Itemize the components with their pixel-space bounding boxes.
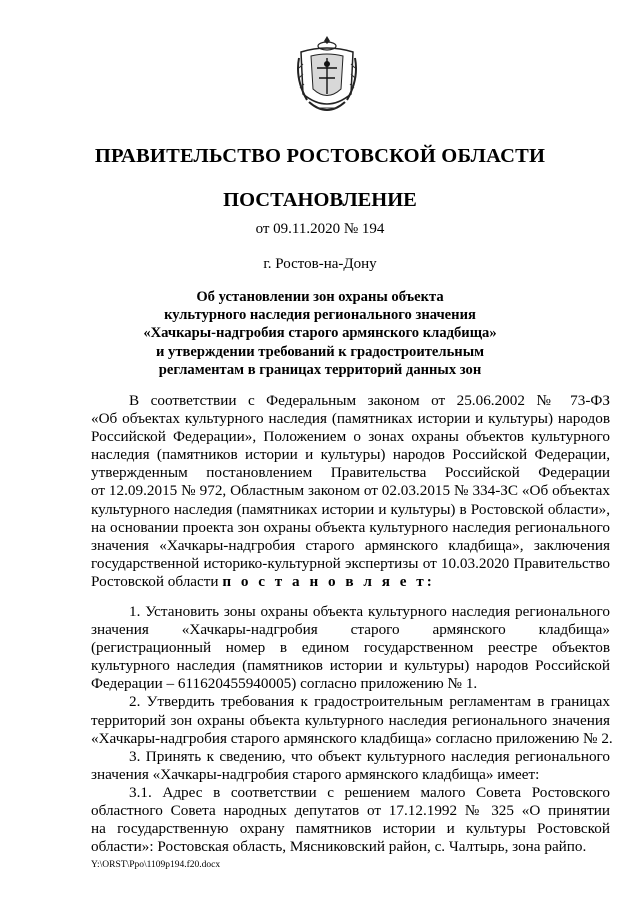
text-line: наследия (памятников истории и культуры) народов Российской Федерации, bbox=[91, 446, 610, 464]
coat-of-arms-emblem bbox=[297, 34, 357, 118]
item-3-1-line: 3.1. Адрес в соответствии с решением малого Совета Ростовского bbox=[129, 783, 610, 801]
item-3-1-line: на государственную охрану памятников истории и культуры Ростовской bbox=[91, 820, 610, 838]
text-line: «Об объектах культурного наследия (памятниках истории и культуры) народов bbox=[91, 410, 610, 428]
text-line: на основании проекта зон охраны объекта культурного наследия регионального bbox=[91, 518, 610, 536]
subject-line: «Хачкары-надгробия старого армянского кладбища» bbox=[143, 325, 497, 342]
item-2-line: территорий зон охраны объекта культурного наследия регионального значения bbox=[91, 711, 610, 729]
item-2-line: «Хачкары-надгробия старого армянского кладбища» согласно приложению № 2. bbox=[91, 729, 613, 747]
resolution-items bbox=[91, 603, 613, 856]
item-2-line: 2. Утвердить требования к градостроительным регламентам в границах bbox=[129, 693, 610, 711]
item-1-line: (регистрационный номер в едином государственном реестре объектов bbox=[91, 639, 610, 657]
text-line: от 12.09.2015 № 972, Областным законом от 02.03.2015 № 334-ЗС «Об объектах bbox=[91, 482, 610, 500]
item-1-line: 1. Установить зоны охраны объекта культурного наследия регионального bbox=[129, 603, 610, 620]
item-3-1-line: области»: Ростовская область, Мясниковский район, с. Чалтырь, зона райпо. bbox=[91, 838, 587, 856]
text-line: утвержденным постановлением Правительства Российской Федерации bbox=[91, 464, 610, 482]
text-line: В соответствии с Федеральным законом от 25.06.2002 № 73-ФЗ bbox=[129, 392, 610, 409]
government-title: ПРАВИТЕЛЬСТВО РОСТОВСКОЙ ОБЛАСТИ bbox=[94, 145, 546, 167]
resolves-word: п о с т а н о в л я е т: bbox=[222, 572, 435, 590]
item-3-1-line: областного Совета народных депутатов от 17.12.1992 № 325 «О принятии bbox=[91, 802, 610, 820]
city: г. Ростов-на-Дону bbox=[263, 256, 377, 272]
item-1-line: культурного наследия (памятников истории и культуры) народов Российской bbox=[91, 657, 610, 675]
subject-line: и утверждении требований к градостроительным bbox=[155, 343, 485, 360]
text-line: Ростовской области bbox=[91, 572, 219, 590]
text-line: значения «Хачкары-надгробия старого армянского кладбища», заключения bbox=[91, 536, 610, 554]
document-subject bbox=[100, 288, 540, 379]
date-number: от 09.11.2020 № 194 bbox=[255, 221, 385, 237]
text-line-last bbox=[91, 573, 610, 591]
preamble-paragraph bbox=[91, 392, 610, 591]
subject-line: регламентам в границах территорий данных зон bbox=[158, 361, 482, 378]
item-1-line: значения «Хачкары-надгробия старого армянского кладбища» bbox=[91, 621, 610, 639]
subject-line: культурного наследия регионального значения bbox=[164, 307, 476, 324]
text-line: культурного наследия (памятниках истории и культуры) в Ростовской области», bbox=[91, 500, 610, 518]
text-line: государственной историко-культурной экспертизы от 10.03.2020 Правительство bbox=[91, 554, 610, 572]
item-3-line: значения «Хачкары-надгробия старого армянского кладбища» имеет: bbox=[91, 765, 540, 783]
item-1-line: Федерации – 611620455940005) согласно приложению № 1. bbox=[91, 675, 478, 693]
document-type: ПОСТАНОВЛЕНИЕ bbox=[223, 189, 417, 211]
item-3-line: 3. Принять к сведению, что объект культурного наследия регионального bbox=[129, 747, 610, 765]
file-path-footer: Y:\ORST\Ppo\1109p194.f20.docx bbox=[91, 860, 221, 870]
subject-line: Об установлении зон охраны объекта bbox=[196, 289, 444, 305]
text-line: Российской Федерации», Положением о зонах охраны объектов культурного bbox=[91, 428, 610, 446]
